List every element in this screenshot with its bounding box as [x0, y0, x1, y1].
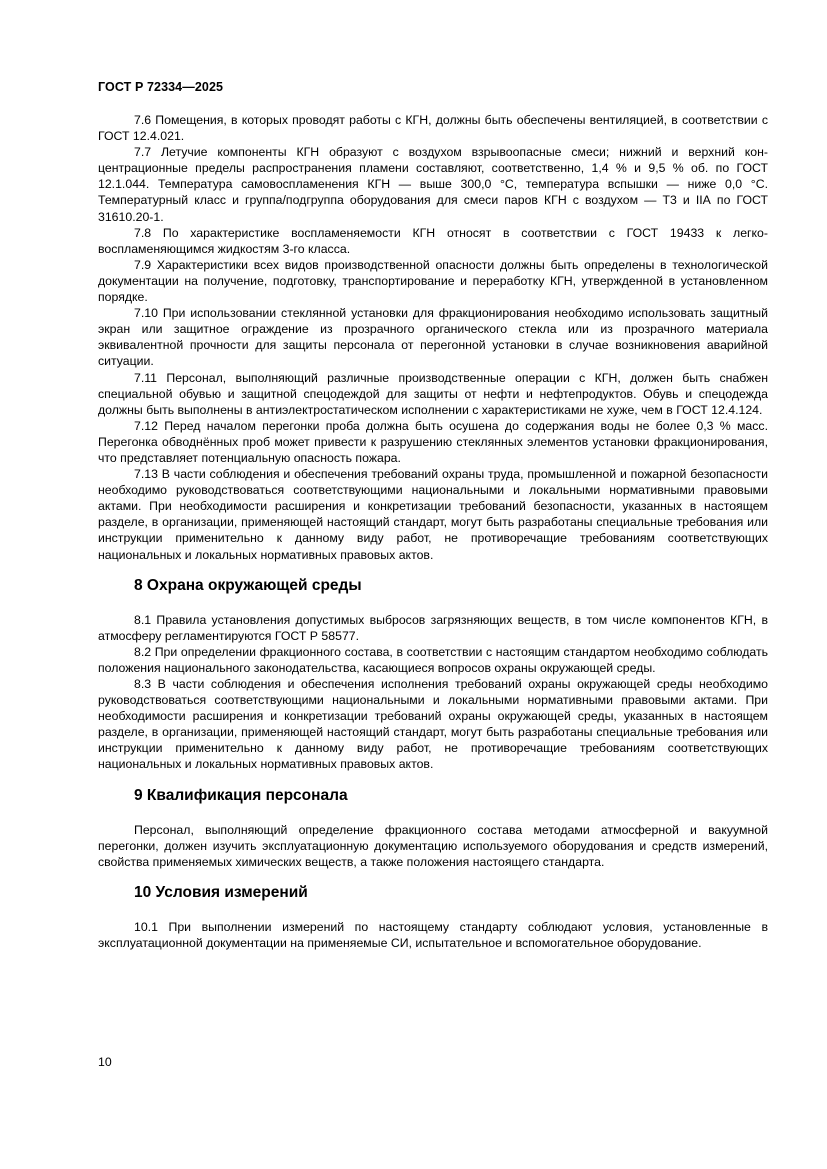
section-heading-9: 9 Квалификация персонала	[134, 786, 348, 804]
paragraph-10-1: 10.1 При выполнении измерений по настоящему стандарту соблюдают условия, установленные в эксплуатационной документации на применяемые СИ, испытательное и вспомогательное оборудование.	[98, 919, 768, 950]
paragraph-8-3: 8.3 В части соблюдения и обеспечения исполнения требований охраны окружающей среды необходимо руководствоваться соответствующими национальными и локальными нормативными правовыми актами. При необходимости расширения и конкретизации требований охраны окружающей среды, указанных в настоящем разделе, в организации, применяющей настоящий стандарт, могут быть разработаны специальные требования или инструкции применительно к данному виду работ, не противоречащие требованиям соответствующих национальных и локальных нормативных правовых актов.	[98, 677, 768, 772]
paragraph-7-8: 7.8 По характеристике воспламеняемости КГН относят в соответствии с ГОСТ 19433 к легковоспламеняющимся жидкостям 3-го класса.	[98, 225, 768, 256]
paragraph-7-11: 7.11 Персонал, выполняющий различные производственные операции с КГН, должен быть снабжен специальной обувью и защитной спецодеждой для защиты от нефти и нефтепродуктов. Обувь и спецодежда должны быть выполнены в антиэлектростатическом исполнении с характеристиками не хуже, чем в ГОСТ 12.4.124.	[98, 370, 768, 417]
paragraph-7-9: 7.9 Характеристики всех видов производственной опасности должны быть определены в технологической документации на получение, подготовку, транспортирование и переработку КГН, утвержденной в установленном порядке.	[98, 257, 768, 305]
paragraph-8-1: 8.1 Правила установления допустимых выбросов загрязняющих веществ, в том числе компонентов КГН, в атмосферу регламентируются ГОСТ Р 58577.	[98, 612, 768, 643]
page-number: 10	[98, 1055, 112, 1069]
section-heading-8: 8 Охрана окружающей среды	[134, 576, 362, 594]
paragraph-8-2: 8.2 При определении фракционного состава, в соответствии с настоящим стандартом необходимо соблюдать положения национального законодательства, касающиеся вопросов охраны окружающей среды.	[98, 644, 768, 675]
paragraph-7-10: 7.10 При использовании стеклянной установки для фракционирования необходимо использовать защитный экран или защитное ограждение из прозрачного органического стекла или из прозрачного материала эквивалентной прочности для защиты персонала от перегонной установки в случае возникновения аварийной ситуации.	[98, 306, 768, 369]
section-heading-10: 10 Условия измерений	[134, 883, 308, 901]
document-code: ГОСТ Р 72334—2025	[98, 80, 224, 94]
page-content	[98, 112, 768, 951]
paragraph-9: Персонал, выполняющий определение фракционного состава методами атмосферной и вакуумной перегонки, должен изучить эксплуатационную документацию используемого оборудования и средств измерений, свойства применяемых химических веществ, а также положения настоящего стандарта.	[98, 822, 768, 869]
paragraph-7-6: 7.6 Помещения, в которых проводят работы с КГН, должны быть обеспечены вентиляцией, в соответствии с ГОСТ 12.4.021.	[98, 113, 768, 144]
paragraph-7-13: 7.13 В части соблюдения и обеспечения требований охраны труда, промышленной и пожарной безопасности необходимо руководствоваться соответствующими национальными и локальными нормативными правовыми актами. При необходимости расширения и конкретизации требований безопасности, указанных в настоящем разделе, в организации, применяющей настоящий стандарт, могут быть разработаны специальные требования или инструкции применительно к данному виду работ, не противоречащие требованиям соответствующих национальных и локальных нормативных правовых актов.	[98, 467, 768, 562]
paragraph-7-12: 7.12 Перед началом перегонки проба должна быть осушена до содержания воды не более 0,3 % масс. Перегонка обводнённых проб может привести к разрушению стеклянных элементов установки фракционирования, что представляет потенциальную опасность пожара.	[98, 418, 768, 465]
paragraph-7-7: 7.7 Летучие компоненты КГН образуют с воздухом взрывоопасные смеси; нижний и верхний концентрационные пределы распространения пламени составляют, соответственно, 1,4 % и 9,5 % об. по ГОСТ 12.1.044. Температура самовоспламенения КГН — выше 300,0 °С, температура вспышки — ниже 0,0 °С. Температурный класс и группа/подгруппа оборудования для смеси паров КГН с воздухом — Т3 и IIА по ГОСТ 31610.20-1.	[98, 145, 768, 224]
